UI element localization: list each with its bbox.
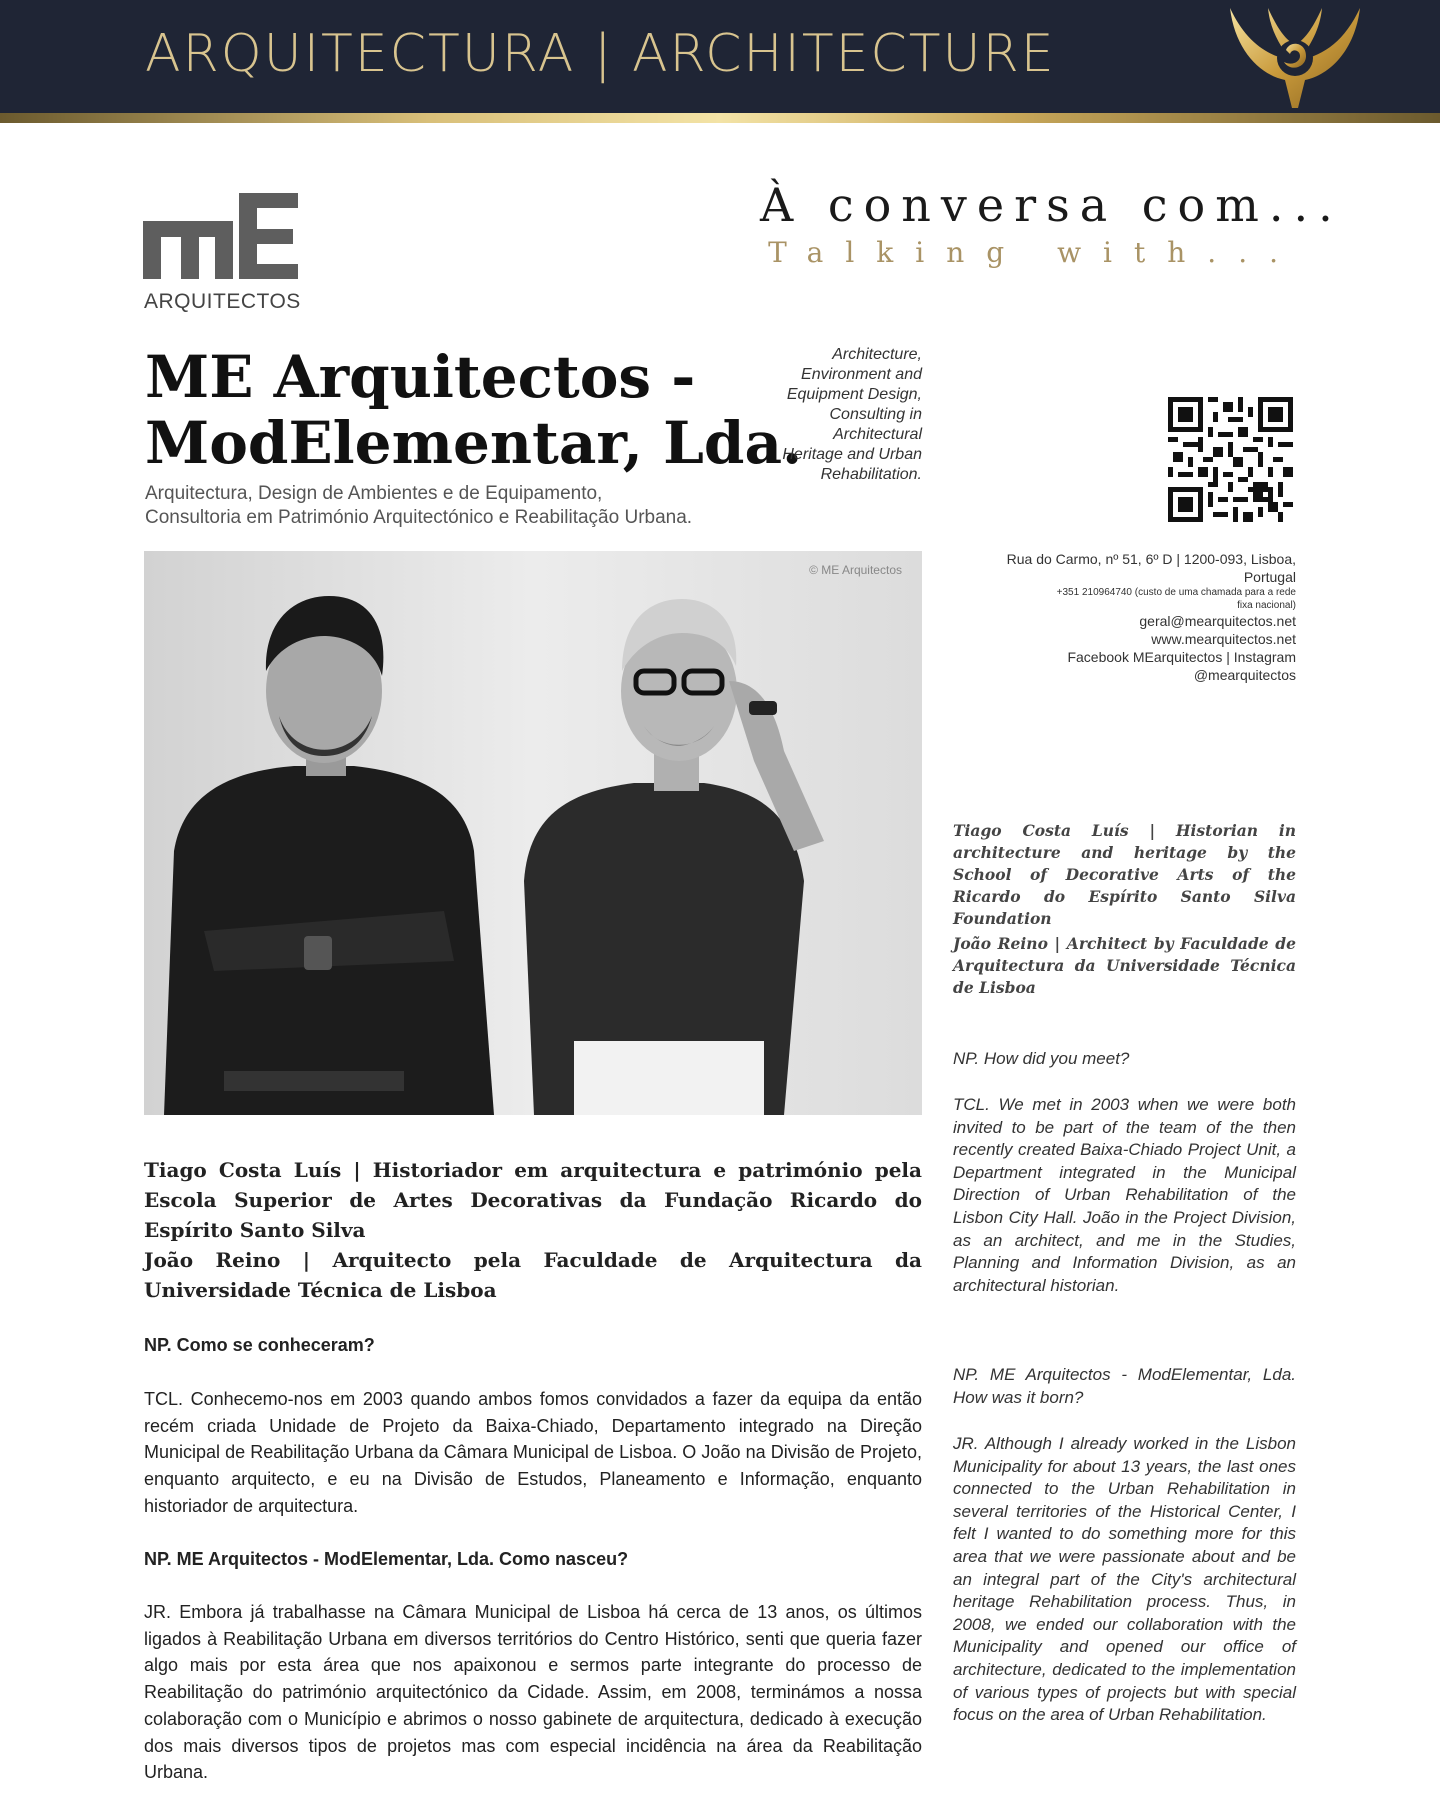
en-bio-tcl-block bbox=[953, 820, 1296, 930]
me-logo-icon bbox=[143, 193, 298, 279]
en-answer-1-block bbox=[953, 1094, 1296, 1297]
heading-en: Talking with... bbox=[768, 236, 1300, 269]
header-banner bbox=[0, 0, 1440, 115]
phone-note-line1: (custo de uma chamada para a rede bbox=[1134, 587, 1296, 598]
photo-credit: © ME Arquitectos bbox=[809, 563, 902, 577]
en-answer-1: TCL. We met in 2003 when we were both invited to be part of the team of the then recently created Baixa-Chiado Project Unit, a Department integrated in the Municipal Direction of Urban Rehabilitation of the Lisbon City Hall. João in the Project Division, as an architect, and me in the Studies, Planning and Information Division, as an architectural historian. bbox=[953, 1095, 1296, 1295]
contact-block bbox=[960, 550, 1296, 684]
company-name bbox=[145, 344, 802, 476]
pt-bio-tcl-block bbox=[144, 1155, 922, 1245]
en-bio-jr: João Reino | Architect by Faculdade de Arquitectura da Universidade Técnica de Lisboa bbox=[953, 934, 1296, 997]
company-name-line1: ME Arquitectos - bbox=[145, 343, 696, 411]
pt-answer-1-block bbox=[144, 1386, 922, 1520]
company-subtitle-line1: Arquitectura, Design de Ambientes e de Equipamento, bbox=[145, 483, 603, 504]
company-subtitle bbox=[145, 482, 692, 530]
gold-divider bbox=[0, 113, 1440, 123]
pt-answer-2: JR. Embora já trabalhasse na Câmara Municipal de Lisboa há cerca de 13 anos, os últimos ligados à Reabilitação Urbana em diversos territórios do Centro Histórico, senti que queria fazer algo mais por esta área que nos apaixonou e sermos parte integrante do processo de Reabilitação do património arquitectónico da Cidade. Assim, em 2008, terminámos a nossa colaboração com o Município e abrimos o nosso gabinete de arquitectura, dedicado à execução dos mais diversos tipos de projetos mas com especial incidência na área da Reabilitação Urbana. bbox=[144, 1602, 922, 1783]
social-line1[interactable]: Facebook MEarquitectos | Instagram bbox=[1067, 649, 1296, 665]
phoenix-emblem-icon bbox=[1220, 0, 1370, 110]
logo-text: ARQUITECTOS bbox=[144, 290, 301, 313]
pt-bio-jr-block bbox=[144, 1245, 922, 1305]
pt-question-1: NP. Como se conheceram? bbox=[144, 1335, 375, 1355]
section-title: ARQUITECTURA | ARCHITECTURE bbox=[145, 24, 1056, 84]
en-bio-tcl: Tiago Costa Luís | Historian in architecture and heritage by the School of Decorative Arts of the Ricardo do Espírito Santo Silva Foundation bbox=[953, 821, 1296, 928]
social-line2[interactable]: @mearquitectos bbox=[1193, 667, 1296, 683]
phone-line bbox=[960, 586, 1296, 599]
heading-pt: À conversa com... bbox=[760, 178, 1343, 232]
en-bio-jr-block bbox=[953, 933, 1296, 999]
en-answer-2-block bbox=[953, 1433, 1296, 1727]
pt-answer-2-block bbox=[144, 1599, 922, 1786]
en-question-1-block bbox=[953, 1048, 1296, 1071]
en-question-2-block bbox=[953, 1364, 1296, 1409]
address-line2: Portugal bbox=[1243, 569, 1296, 585]
en-question-2: NP. ME Arquitectos - ModElementar, Lda. How was it born? bbox=[953, 1365, 1296, 1407]
pt-bio-jr: João Reino | Arquitecto pela Faculdade de Arquitectura da Universidade Técnica de Lisboa bbox=[144, 1248, 922, 1302]
address-line1: Rua do Carmo, nº 51, 6º D | 1200-093, Lisboa, bbox=[1006, 551, 1296, 567]
portrait-illustration bbox=[144, 551, 922, 1115]
phone-note-line2: fixa nacional) bbox=[1237, 600, 1296, 611]
pt-question-1-block bbox=[144, 1332, 922, 1358]
portrait-photo bbox=[144, 551, 922, 1115]
en-answer-2: JR. Although I already worked in the Lisbon Municipality for about 13 years, the last ones connected to the Urban Rehabilitation in several territories of the Historical Center, I felt I wanted to do something more for this area that we were passionate about and be an integral part of the City's architectural heritage Rehabilitation process. Thus, in 2008, we ended our collaboration with the Municipality and opened our office of architecture, dedicated to the implementation of various types of projects but with special focus on the area of Urban Rehabilitation. bbox=[953, 1434, 1296, 1725]
qr-code-icon[interactable] bbox=[1168, 397, 1293, 522]
pt-bio-tcl: Tiago Costa Luís | Historiador em arquitectura e património pela Escola Superior de Artes Decorativas da Fundação Ricardo do Espírito Santo Silva bbox=[144, 1158, 922, 1242]
email-link[interactable]: geral@mearquitectos.net bbox=[1139, 613, 1296, 629]
pt-question-2-block bbox=[144, 1546, 922, 1572]
company-name-line2: ModElementar, Lda. bbox=[145, 409, 803, 477]
pt-answer-1: TCL. Conhecemo-nos em 2003 quando ambos fomos convidados a fazer da equipa da então recém criada Unidade de Projeto da Baixa-Chiado, Departamento integrado na Direção Municipal de Reabilitação Urbana da Câmara Municipal de Lisboa. O João na Divisão de Projeto, enquanto arquitecto, e eu na Divisão de Estudos, Planeamento e Informação, enquanto historiador de arquitectura. bbox=[144, 1389, 922, 1516]
website-link[interactable]: www.mearquitectos.net bbox=[1151, 631, 1296, 647]
pt-question-2: NP. ME Arquitectos - ModElementar, Lda. Como nasceu? bbox=[144, 1549, 629, 1569]
phone-number[interactable]: +351 210964740 bbox=[1056, 587, 1132, 598]
company-subtitle-en: Architecture, Environment and Equipment Design, Consulting in Architectural Heritage and Urban Rehabilitation. bbox=[782, 346, 922, 483]
en-question-1: NP. How did you meet? bbox=[953, 1049, 1130, 1068]
company-subtitle-line2: Consultoria em Património Arquitectónico e Reabilitação Urbana. bbox=[145, 507, 693, 528]
